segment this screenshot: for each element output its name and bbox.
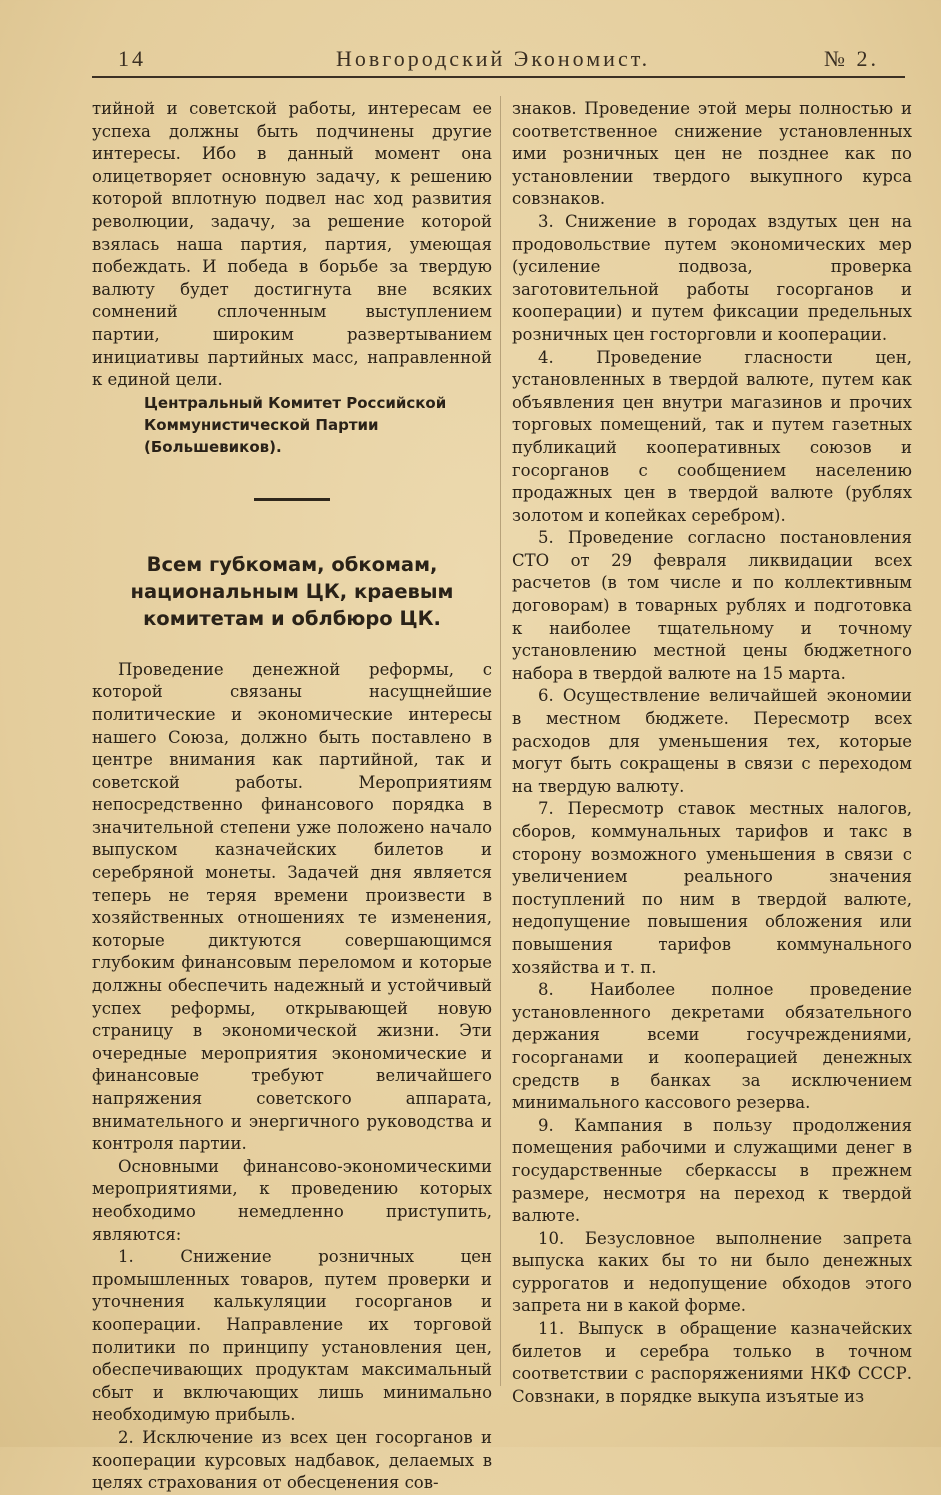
right-column bbox=[512, 98, 912, 1408]
issue-number: № 2. bbox=[824, 46, 879, 71]
intro-paragraph: тийной и советской работы, интересам ее успеха должны быть подчинены другие интересы. Ибо в данный момент она олицетворяет основную задачу, к решению которой вплотную подвел нас ход развития революции, задачу, за решение которой взялась наша партия, партия, умеющая побеждать. И победа в борьбе за твердую валюту будет достигнута вне всяких сомнений сплоченным выступлением партии, широким развертыванием инициативы партийных масс, направленной к единой цели. bbox=[92, 99, 492, 390]
section-rule bbox=[254, 498, 330, 501]
list-item: 3. Снижение в городах вздутых цен на продовольствие путем экономических мер (усиление подвоза, проверка заготовительной работы госорганов и кооперации) и путем фиксации предельных розничных цен госторговли и кооперации. bbox=[512, 211, 912, 344]
list-item: 4. Проведение гласности цен, установленных в твердой валюте, путем как объявления цен внутри магазинов и прочих торговых помещений, так и путем газетных публикаций кооперативных союзов и госорганов с сообщением населению продажных цен в твердой валюте (рублях золотом и копейках серебром). bbox=[512, 347, 912, 525]
list-item-continuation: знаков. Проведение этой меры полностью и соответственное снижение установленных ими розничных цен не позднее как по установлении твердого выкупного курса совзнаков. bbox=[512, 99, 912, 209]
list-item: 11. Выпуск в обращение казначейских билетов и серебра только в точном соответствии с распоряжениями НКФ СССР. Совзнаки, в порядке выкупа изъятые из bbox=[512, 1319, 912, 1406]
list-item: 2. Исключение из всех цен госорганов и кооперации курсовых надбавок, делаемых в целях страхования от обесценения сов- bbox=[92, 1427, 492, 1493]
page-number: 14 bbox=[118, 46, 146, 71]
list-item: 1. Снижение розничных цен промышленных товаров, путем проверки и уточнения калькуляции госорганов и кооперации. Направление их торговой политики по принципу установления цен, обеспечивающих продуктам максимальный сбыт и включающих лишь минимально необходимую прибыль. bbox=[92, 1247, 492, 1425]
journal-title: Новгородский Экономист. bbox=[336, 46, 651, 71]
signature: Центральный Комитет Российской Коммунистической Партии (Большевиков). bbox=[144, 393, 447, 456]
left-column bbox=[92, 98, 492, 1495]
paragraph: Проведение денежной реформы, с которой связаны насущнейшие политические и экономические интересы нашего Союза, должно быть поставлено в центре внимания как партийной, так и советской работы. Мероприятиям непосредственно финансового порядка в значительной степени уже положено начало выпуском казначейских билетов и серебряной монеты. Задачей дня является теперь не теряя времени произвести в хозяйственных отношениях те изменения, которые диктуются совершающимся глубоким финансовым переломом и которые должны обеспечить надежный и устойчивый успех реформы, открывающей новую страницу в экономической жизни. Эти очередные мероприятия экономические и финансовые требуют величайшего напряжения советского аппарата, внимательного и энергичного руководства и контроля партии. bbox=[92, 659, 492, 1154]
paragraph: Основными финансово-экономическими мероприятиями, к проведению которых необходимо немедленно приступить, являются: bbox=[92, 1156, 492, 1244]
section-heading: Всем губкомам, обкомам, национальным ЦК, краевым комитетам и облбюро ЦК. bbox=[130, 552, 454, 630]
list-item: 7. Пересмотр ставок местных налогов, сборов, коммунальных тарифов и такс в сторону возможного уменьшения в связи с увеличением реального значения поступлений по ним в твердой валюте, недопущение повышения обложения или повышения тарифов коммунального хозяйства и т. п. bbox=[512, 799, 912, 977]
column-divider bbox=[500, 96, 501, 1386]
list-item: 5. Проведение согласно постановления СТО от 29 февраля ликвидации всех расчетов (в том числе и по коллективным договорам) в товарных рублях и подготовка к наиболее тщательному и точному установлению местной цены бюджетного набора в твердой валюте на 15 марта. bbox=[512, 528, 912, 683]
page-header bbox=[92, 42, 905, 78]
list-item: 10. Безусловное выполнение запрета выпуска каких бы то ни было денежных суррогатов и недопущение обходов этого запрета ни в какой форме. bbox=[512, 1228, 912, 1316]
list-item: 9. Кампания в пользу продолжения помещения рабочими и служащими денег в государственные сберкассы в прежнем размере, несмотря на переход к твердой валюте. bbox=[512, 1115, 912, 1226]
list-item: 8. Наиболее полное проведение установленного декретами обязательного держания всеми госучреждениями, госорганами и кооперацией денежных средств в банках за исключением минимального кассового резерва. bbox=[512, 980, 912, 1113]
list-item: 6. Осуществление величайшей экономии в местном бюджете. Пересмотр всех расходов для уменьшения тех, которые могут быть сокращены в связи с переходом на твердую валюту. bbox=[512, 686, 912, 796]
